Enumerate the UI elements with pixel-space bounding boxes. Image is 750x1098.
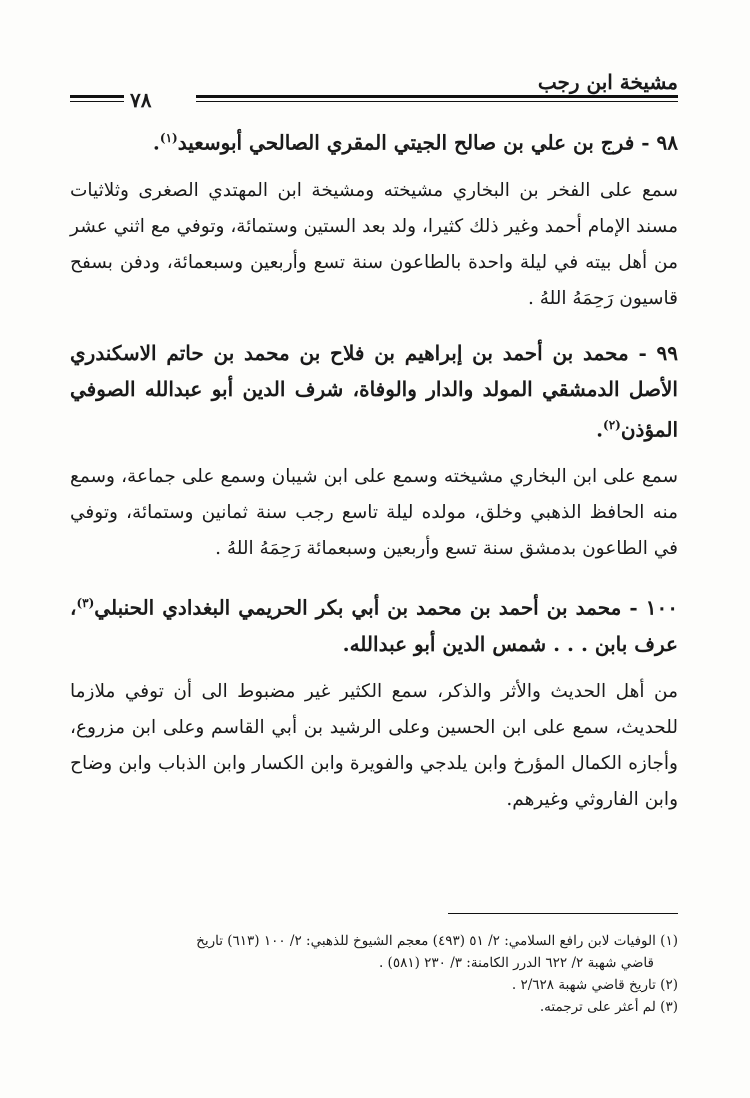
page-body [70,120,678,818]
footnote-3: (٣) لم أعثر على ترجمته. [539,999,678,1015]
footnote-1: (١) الوفيات لابن رافع السلامي: ٢/ ٥١ (٤٩٣) معجم الشيوخ للذهبي: ٢/ ١٠٠ (٦١٣) تاريخ [196,933,678,949]
header-rule-left-thin [70,101,124,102]
footnote-2: (٢) تاريخ قاضي شهبة ٢/٦٢٨ . [511,977,678,993]
entry-heading-100: ١٠٠ - محمد بن أحمد بن محمد بن أبي بكر الحريمي البغدادي الحنبلي$^{(٣)}$، عرف بابن . . . شمس الدين أبو عبدالله. [70,595,678,656]
page-number: ٧٨ [130,88,152,112]
footnote-ref-2[interactable]: (٢) [603,417,621,432]
footnote-ref-1[interactable]: (١) [159,131,178,145]
book-page [70,0,678,1098]
footnote-1-cont: قاضي شهبة ٢/ ٦٢٢ الدرر الكامنة: ٣/ ٢٣٠ (٥٨١) . [378,955,654,971]
entry-body-98: سمع على الفخر بن البخاري مشيخته ومشيخة ابن المهتدي الصغرى وثلاثيات مسند الإمام أحمد وغير ذلك كثيرا، ولد بعد الستين وستمائة، وتوفي مع اثني عشر من أهل بيته في ليلة واحدة بالطاعون سنة تسع وأربعين وسبعمائة، ودفن بسفح قاسيون رَحِمَهُ اللهُ . [70,179,678,309]
footnote-separator [448,913,678,914]
running-header-title: مشيخة ابن رجب [537,70,678,94]
header-rule [196,95,678,98]
entry-body-100: من أهل الحديث والأثر والذكر، سمع الكثير غير مضبوط الى أن توفي ملازما للحديث، سمع على ابن الحسين وعلى الرشيد بن أبي القاسم وعلى ابن مزروع، وأجازه الكمال المؤرخ وابن يلدجي والفويرة وابن الكسار وابن الذباب وابن وضاح وابن الفاروثي وغيرهم. [70,680,678,810]
footnote-ref-3[interactable]: (٣) [76,596,95,611]
footnotes [70,930,678,1018]
entry-body-99: سمع على ابن البخاري مشيخته وسمع على ابن شيبان وسمع على جماعة، وسمع منه الحافظ الذهبي وخلق، مولده ليلة تاسع رجب سنة ثمانين وستمائة، وتوفي في الطاعون بدمشق سنة تسع وأربعين وسبعمائة رَحِمَهُ اللهُ . [70,466,678,560]
entry-heading-99: ٩٩ - محمد بن أحمد بن إبراهيم بن فلاح بن محمد بن حاتم الاسكندري الأصل الدمشقي المولد والدار والوفاة، شرف الدين أبو عبدالله الصوفي المؤذن$^{(٢)}$. [70,340,678,442]
entry-heading-98: ٩٨ - فرج بن علي بن صالح الجيتي المقري الصالحي أبوسعيد$^{(١)}$. [152,130,678,155]
header-rule-left [70,95,124,98]
header-rule-thin [196,101,678,102]
